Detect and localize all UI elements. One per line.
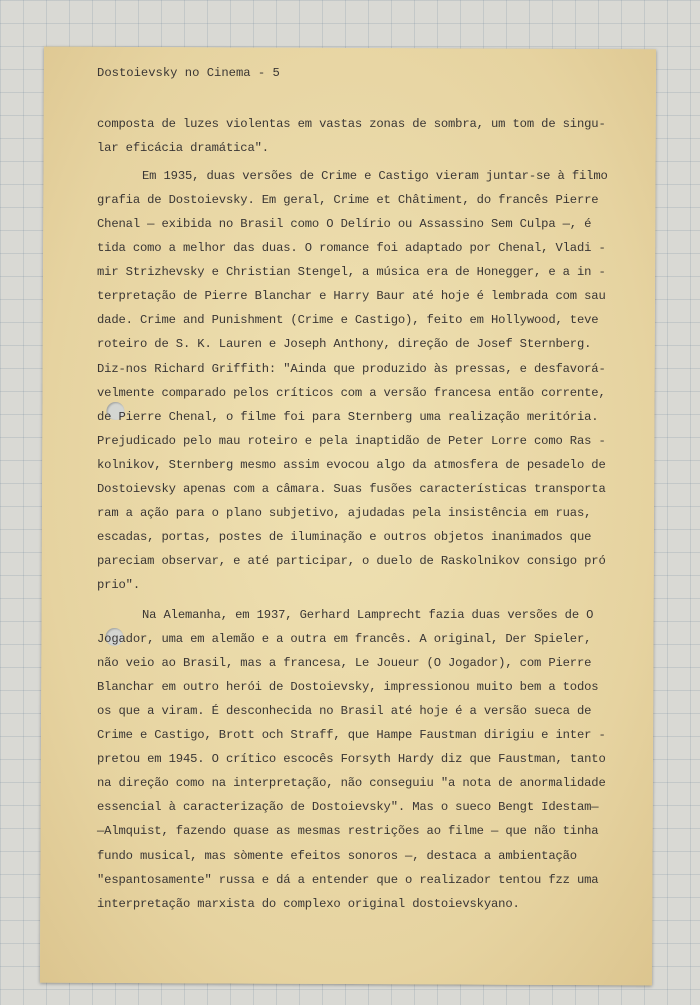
text-line: composta de luzes violentas em vastas zonas de sombra, um tom de singu- bbox=[97, 117, 606, 131]
text-line: Dostoievsky apenas com a câmara. Suas fusões características transporta bbox=[97, 481, 606, 496]
text-line: não veio ao Brasil, mas a francesa, Le Joueur (O Jogador), com Pierre bbox=[97, 656, 592, 671]
text-line: essencial à caracterização de Dostoievsky". Mas o sueco Bengt Idestam— bbox=[97, 800, 599, 815]
text-line: Diz-nos Richard Griffith: "Ainda que produzido às pressas, e desfavorá- bbox=[97, 361, 606, 376]
text-line: os que a viram. É desconhecida no Brasil até hoje é a versão sueca de bbox=[97, 704, 592, 719]
text-line: prio". bbox=[97, 577, 140, 592]
text-line: na direção como na interpretação, não conseguiu "a nota de anormalidade bbox=[97, 776, 606, 791]
text-line: interpretação marxista do complexo original dostoievskyano. bbox=[97, 896, 520, 911]
page-header: Dostoievsky no Cinema - 5 bbox=[97, 66, 280, 80]
text-line: Crime e Castigo, Brott och Straff, que Hampe Faustman dirigiu e inter - bbox=[97, 728, 606, 743]
text-line: escadas, portas, postes de iluminação e outros objetos inanimados que bbox=[97, 529, 592, 544]
text-line: terpretação de Pierre Blanchar e Harry Baur até hoje é lembrada com sau bbox=[97, 289, 606, 304]
text-line: Em 1935, duas versões de Crime e Castigo vieram juntar-se à filmo bbox=[142, 169, 608, 184]
text-line: pareciam observar, e até participar, o duelo de Raskolnikov consigo pró bbox=[97, 553, 606, 568]
text-line: roteiro de S. K. Lauren e Joseph Anthony, direção de Josef Sternberg. bbox=[97, 337, 592, 352]
text-line: pretou em 1945. O crítico escocês Forsyth Hardy diz que Faustman, tanto bbox=[97, 752, 606, 767]
text-line: dade. Crime and Punishment (Crime e Castigo), feito em Hollywood, teve bbox=[97, 313, 599, 328]
text-line: mir Strizhevsky e Christian Stengel, a música era de Honegger, e a in - bbox=[97, 265, 606, 280]
text-line: Blanchar em outro herói de Dostoievsky, impressionou muito bem a todos bbox=[97, 680, 599, 695]
text-line: Jogador, uma em alemão e a outra em francês. A original, Der Spieler, bbox=[97, 632, 592, 647]
text-line: tida como a melhor das duas. O romance foi adaptado por Chenal, Vladi - bbox=[97, 241, 606, 256]
text-line: velmente comparado pelos críticos com a versão francesa então corrente, bbox=[97, 385, 606, 400]
text-line: de Pierre Chenal, o filme foi para Sternberg uma realização meritória. bbox=[97, 409, 599, 424]
text-line: "espantosamente" russa e dá a entender que o realizador tentou fzz uma bbox=[97, 872, 599, 887]
text-line: Chenal — exibida no Brasil como O Delírio ou Assassino Sem Culpa —, é bbox=[97, 217, 592, 232]
text-line: Prejudicado pelo mau roteiro e pela inaptidão de Peter Lorre como Ras - bbox=[97, 433, 606, 448]
text-line: kolnikov, Sternberg mesmo assim evocou algo da atmosfera de pesadelo de bbox=[97, 457, 606, 472]
text-line: Na Alemanha, em 1937, Gerhard Lamprecht fazia duas versões de O bbox=[142, 608, 594, 622]
text-line: grafia de Dostoievsky. Em geral, Crime et Châtiment, do francês Pierre bbox=[97, 193, 599, 208]
text-line: —Almquist, fazendo quase as mesmas restrições ao filme — que não tinha bbox=[97, 824, 599, 839]
text-line: ram a ação para o plano subjetivo, ajudadas pela insistência em ruas, bbox=[97, 505, 592, 520]
text-line: fundo musical, mas sòmente efeitos sonoros —, destaca a ambientação bbox=[97, 848, 577, 863]
text-line: lar eficácia dramática". bbox=[97, 141, 269, 156]
